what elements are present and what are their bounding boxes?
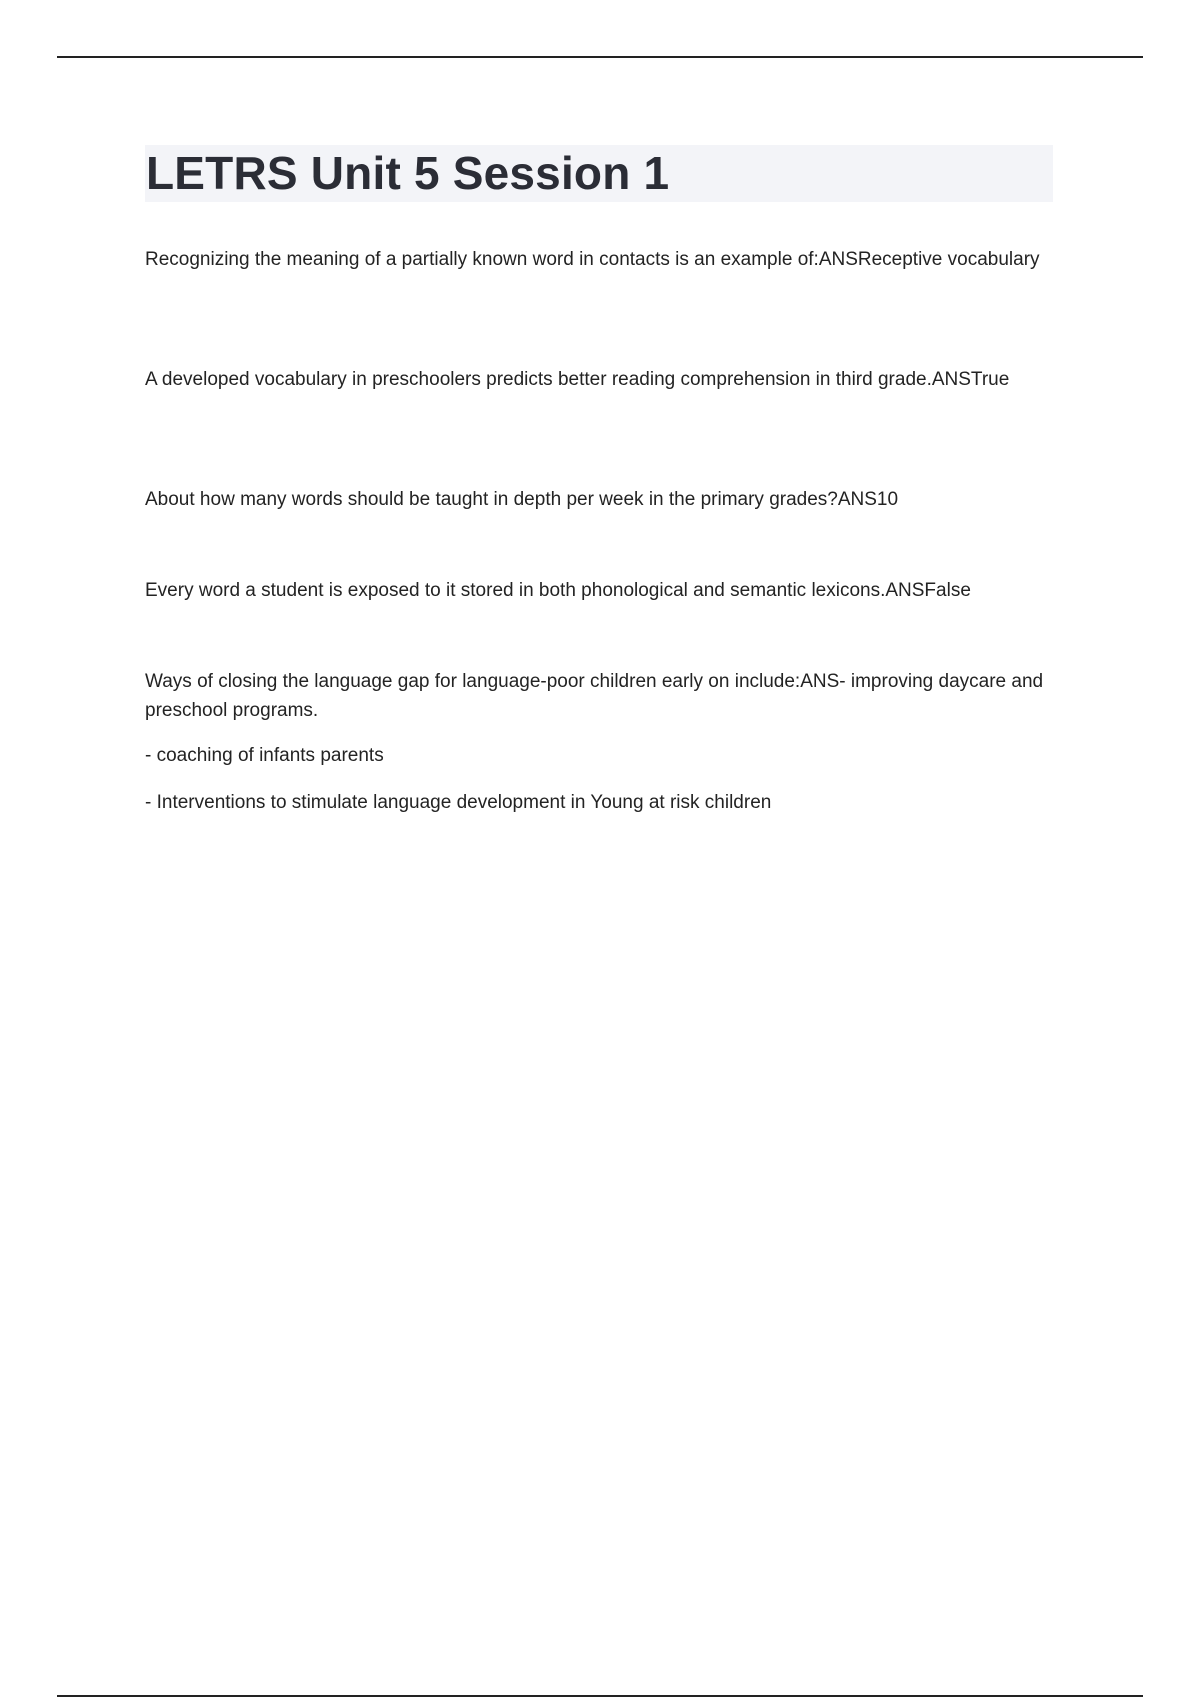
qa-item-4: Every word a student is exposed to it stored in both phonological and semantic lexicons.ANSFalse [145,580,971,601]
qa-item-3: About how many words should be taught in depth per week in the primary grades?ANS10 [145,489,899,510]
qa-item-2: A developed vocabulary in preschoolers predicts better reading comprehension in third grade.ANSTrue [145,369,1010,390]
answer-bullet-1: - coaching of infants parents [145,745,384,766]
top-rule [57,56,1143,58]
qa-item-1: Recognizing the meaning of a partially known word in contacts is an example of:ANSReceptive vocabulary [145,249,1040,270]
document-title: LETRS Unit 5 Session 1 [146,147,670,199]
bottom-rule [57,1695,1143,1697]
answer-bullet-2: - Interventions to stimulate language development in Young at risk children [145,792,772,813]
qa-item-5: Ways of closing the language gap for language-poor children early on include:ANS- improving daycare and preschool programs. [145,671,1044,721]
